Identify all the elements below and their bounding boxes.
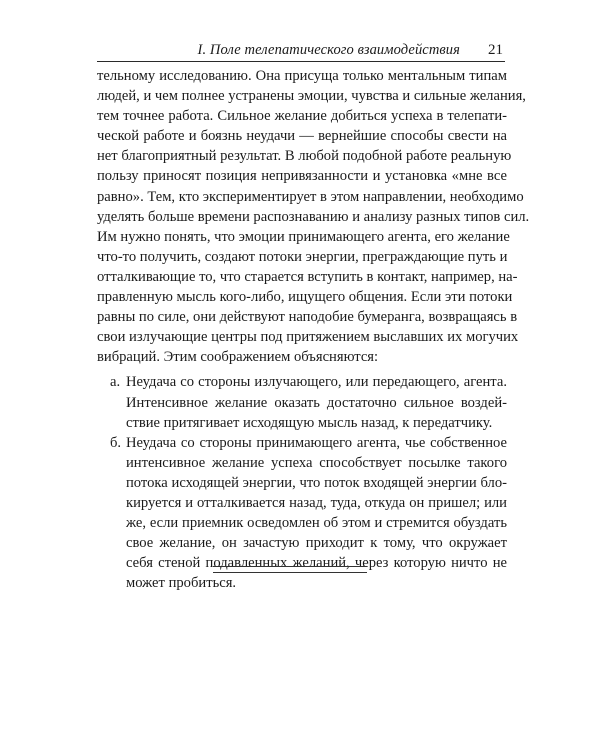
paragraph-line: равны по силе, они действуют наподобие бумеранга, возвращаясь в bbox=[97, 309, 518, 326]
paragraph-line: правленную мысль кого-либо, ищущего общения. Если эти потоки bbox=[97, 289, 513, 306]
list-item-line: Интенсивное желание оказать достаточно сильное воздей- bbox=[126, 394, 507, 411]
list-marker: б. bbox=[110, 434, 122, 451]
list-item-line: свое желание, он зачастую приходит к тому, что окружает bbox=[126, 535, 507, 552]
paragraph-line: людей, и чем полнее устранены эмоции, чувства и сильные желания, bbox=[97, 88, 526, 105]
paragraph-line: уделять больше времени распознаванию и анализу разных типов сил. bbox=[97, 208, 530, 225]
paragraph-line: тем точнее работа. Сильное желание добиться успеха в телепати- bbox=[97, 108, 507, 125]
section-end-rule bbox=[213, 566, 367, 573]
running-head bbox=[97, 40, 505, 62]
chapter-title: I. Поле телепатического взаимодействия bbox=[197, 42, 460, 58]
paragraph-line: Им нужно понять, что эмоции принимающего агента, его желание bbox=[97, 228, 510, 245]
list-item-line: кируется и отталкивается назад, туда, откуда он пришел; или bbox=[126, 494, 507, 511]
body-text bbox=[97, 66, 530, 593]
paragraph-line: что-то получить, создают потоки энергии, преграждающие путь и bbox=[97, 248, 508, 265]
paragraph-line: равно». Тем, кто экспериментирует в этом направлении, необходимо bbox=[97, 188, 524, 205]
paragraph-line: пользу приносят позиция непривязанности и установка «мне все bbox=[97, 168, 507, 185]
paragraph-line: тельному исследованию. Она присуща только ментальным типам bbox=[97, 68, 507, 84]
list-item-line: же, если приемник осведомлен об этом и стремится обуздать bbox=[126, 515, 507, 532]
main-paragraph bbox=[97, 66, 530, 367]
paragraph-line: вибраций. Этим соображением объясняются: bbox=[97, 349, 379, 366]
list-item-line: может пробиться. bbox=[126, 575, 237, 592]
paragraph-line: нет благоприятный результат. В любой подобной работе реальную bbox=[97, 148, 512, 165]
list-marker: а. bbox=[110, 374, 121, 391]
list-item bbox=[97, 372, 507, 432]
list-item-line: себя стеной подавленных желаний, через которую ничто не bbox=[126, 555, 507, 572]
page-number: 21 bbox=[488, 42, 503, 58]
list-item-line: потока исходящей энергии, что поток входящей энергии бло- bbox=[126, 474, 507, 491]
list-item-line: интенсивное желание успеха способствует посылке такого bbox=[126, 454, 507, 471]
enumerated-list bbox=[97, 372, 507, 593]
paragraph-line: отталкивающие то, что старается вступить в контакт, например, на- bbox=[97, 268, 518, 285]
list-item-line: Неудача со стороны принимающего агента, чье собственное bbox=[126, 434, 507, 451]
list-item-line: ствие притягивает исходящую мысль назад, к передатчику. bbox=[126, 414, 493, 431]
list-item-line: Неудача со стороны излучающего, или передающего, агента. bbox=[126, 374, 507, 391]
paragraph-line: свои излучающие центры под притяжением выславших их могучих bbox=[97, 329, 519, 346]
paragraph-line: ческой работе и боязнь неудачи — вернейшие способы свести на bbox=[97, 128, 507, 145]
